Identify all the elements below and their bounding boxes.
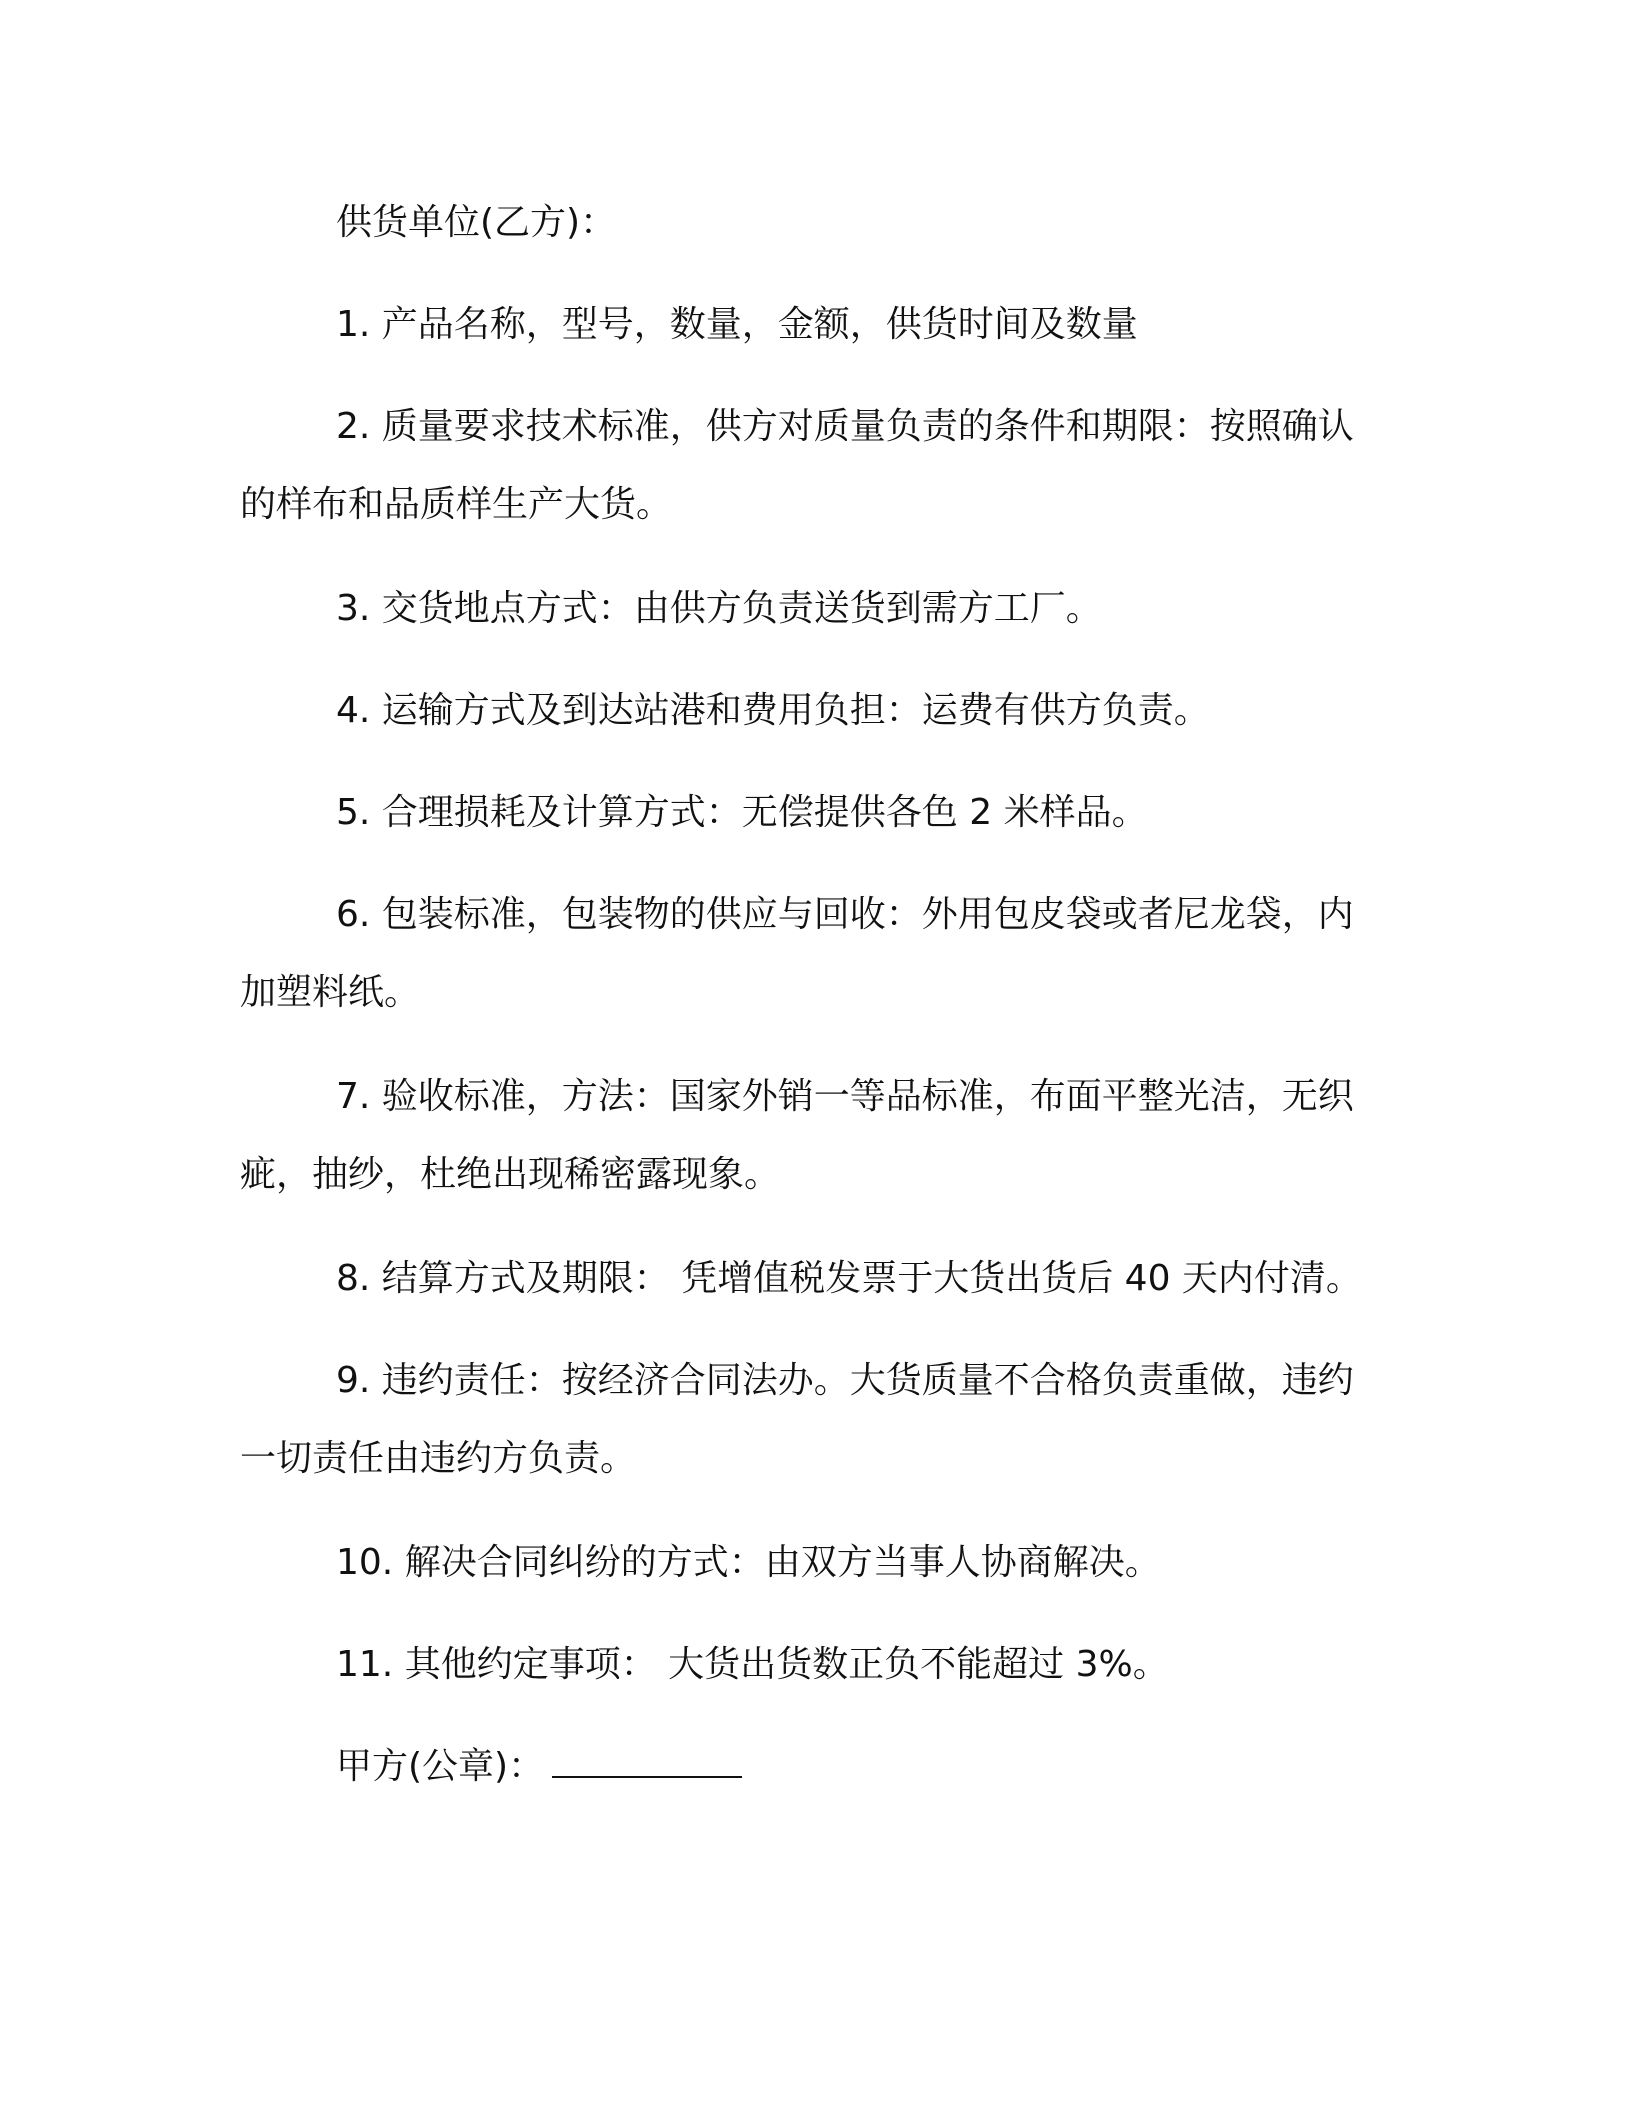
clause-1: 1. 产品名称，型号，数量，金额，供货时间及数量	[336, 304, 1138, 345]
supplier-line: 供货单位(乙方)：	[336, 202, 617, 243]
clause-8: 8. 结算方式及期限： 凭增值税发票于大货出货后 40 天内付清。	[336, 1258, 1362, 1299]
clause-2: 2. 质量要求技术标准，供方对质量负责的条件和期限：按照确认的样布和品质样生产大货。	[240, 406, 1354, 525]
clause-10: 10. 解决合同纠纷的方式：由双方当事人协商解决。	[336, 1542, 1161, 1583]
clause-9: 9. 违约责任：按经济合同法办。大货质量不合格负责重做，违约一切责任由违约方负责。	[240, 1360, 1354, 1479]
party-a-signature	[240, 1728, 1380, 1806]
clause-6: 6. 包装标准，包装物的供应与回收：外用包皮袋或者尼龙袋，内加塑料纸。	[240, 894, 1354, 1013]
clause-7: 7. 验收标准，方法：国家外销一等品标准，布面平整光洁，无织疵，抽纱，杜绝出现稀密露现象。	[240, 1076, 1354, 1195]
clause-11: 11. 其他约定事项： 大货出货数正负不能超过 3%。	[336, 1644, 1169, 1685]
clause-5: 5. 合理损耗及计算方式：无偿提供各色 2 米样品。	[336, 792, 1148, 833]
clause-3: 3. 交货地点方式：由供方负责送货到需方工厂。	[336, 588, 1102, 629]
signature-blank-line	[552, 1746, 742, 1778]
clause-4: 4. 运输方式及到达站港和费用负担：运费有供方负责。	[336, 690, 1210, 731]
party-a-label: 甲方(公章)：	[336, 1746, 545, 1787]
